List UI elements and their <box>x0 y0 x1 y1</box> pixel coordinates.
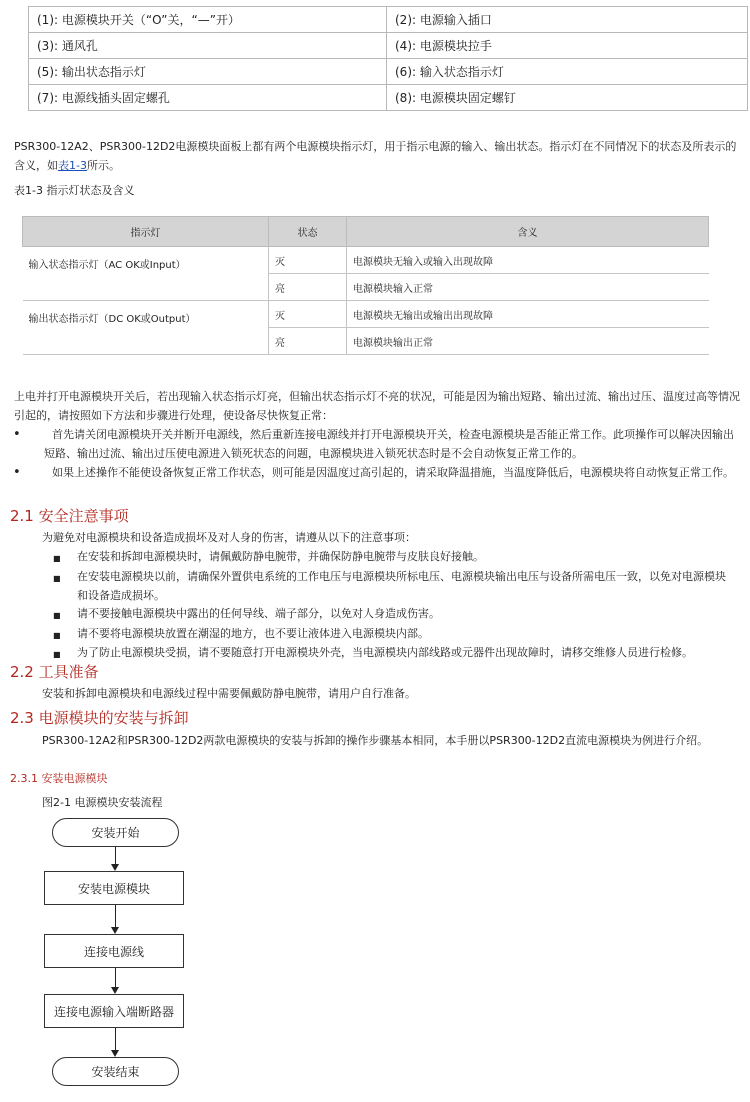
troubleshooting-paragraph: 上电并打开电源模块开关后，若出现输入状态指示灯亮，但输出状态指示灯不亮的状况，可能是因为输出短路、输出过流、输出过压、温度过高等情况引起的，请按照如下方法和步骤进行处理，使设备尽快恢复正常： <box>14 390 740 422</box>
flow-start-node <box>52 818 179 847</box>
column-header: 指示灯 <box>23 217 269 247</box>
table-header-row <box>23 217 709 247</box>
safety-item: 请不要接触电源模块中露出的任何导线、端子部分，以免对人身造成伤害。 <box>77 607 440 620</box>
flow-connector <box>115 1028 116 1051</box>
section-heading-2-3-1: 2.3.1 安装电源模块 <box>10 772 108 785</box>
meaning-cell: 电源模块输入正常 <box>347 274 709 301</box>
bullet-icon: ■ <box>53 631 61 640</box>
indicator-cell: 输出状态指示灯（DC OK或Output） <box>23 301 269 355</box>
safety-item: 在安装和拆卸电源模块时，请佩戴防静电腕带，并确保防静电腕带与皮肤良好接触。 <box>77 550 484 563</box>
state-cell: 亮 <box>269 328 347 355</box>
table-caption: 表1-3 指示灯状态及含义 <box>14 184 135 197</box>
install-paragraph: PSR300-12A2和PSR300-12D2两款电源模块的安装与拆卸的操作步骤基本相同，本手册以PSR300-12D2直流电源模块为例进行介绍。 <box>42 734 709 747</box>
bullet-icon: • <box>13 427 21 442</box>
section-heading-2-1: 2.1 安全注意事项 <box>10 507 129 525</box>
intro-text-end: 所示。 <box>86 159 120 172</box>
flow-connector <box>115 905 116 928</box>
safety-item: 为了防止电源模块受损，请不要随意打开电源模块外壳，当电源模块内部线路或元器件出现故障时，请移交维修人员进行检修。 <box>77 646 693 659</box>
component-legend-table <box>28 6 748 111</box>
section-heading-2-2: 2.2 工具准备 <box>10 663 99 681</box>
state-cell: 亮 <box>269 274 347 301</box>
table-row <box>23 301 709 328</box>
bullet-icon: ■ <box>53 574 61 583</box>
flow-step-node <box>44 994 184 1028</box>
figure-caption: 图2-1 电源模块安装流程 <box>42 796 163 809</box>
troubleshooting-step: 首先请关闭电源模块开关并断开电源线，然后重新连接电源线并打开电源模块开关，检查电源模块是否能正常工作。此项操作可以解决因输出短路、输出过流、输出过压使电源进入锁死状态的问题，电源模块进入锁死状态时是不会自动恢复正常工作的。 <box>44 428 734 460</box>
legend-cell: (3): 通风孔 <box>29 33 387 59</box>
flow-node-label: 连接电源线 <box>83 944 144 959</box>
legend-cell: (5): 输出状态指示灯 <box>29 59 387 85</box>
flow-node-label: 安装结束 <box>91 1065 140 1079</box>
indicator-cell: 输入状态指示灯（AC OK或Input） <box>23 247 269 301</box>
arrow-down-icon <box>111 927 119 934</box>
safety-item: 在安装电源模块以前，请确保外置供电系统的工作电压与电源模块所标电压、电源模块输出电压与设备所需电压一致，以免对电源模块和设备造成损坏。 <box>77 570 726 602</box>
table-row <box>23 247 709 274</box>
column-header: 含义 <box>347 217 709 247</box>
legend-cell: (4): 电源模块拉手 <box>387 33 748 59</box>
safety-item: 请不要将电源模块放置在潮湿的地方，也不要让液体进入电源模块内部。 <box>77 627 429 640</box>
bullet-icon: ■ <box>53 650 61 659</box>
bullet-icon: ■ <box>53 554 61 563</box>
arrow-down-icon <box>111 1050 119 1057</box>
flow-connector <box>115 847 116 865</box>
legend-cell: (7): 电源线插头固定螺孔 <box>29 85 387 111</box>
flow-node-label: 连接电源输入端断路器 <box>53 1004 174 1019</box>
legend-cell: (1): 电源模块开关（“O”关，“—”开） <box>29 7 387 33</box>
flow-connector <box>115 968 116 988</box>
legend-row <box>29 85 748 111</box>
state-cell: 灭 <box>269 247 347 274</box>
flow-node-label: 安装开始 <box>91 826 140 840</box>
meaning-cell: 电源模块输出正常 <box>347 328 709 355</box>
table-reference-link[interactable]: 表1-3 <box>58 159 87 172</box>
tools-paragraph: 安装和拆卸电源模块和电源线过程中需要佩戴防静电腕带，请用户自行准备。 <box>42 687 416 700</box>
state-cell: 灭 <box>269 301 347 328</box>
legend-cell: (8): 电源模块固定螺钉 <box>387 85 748 111</box>
legend-cell: (6): 输入状态指示灯 <box>387 59 748 85</box>
indicator-status-table <box>22 216 709 355</box>
flow-end-node <box>52 1057 179 1086</box>
legend-row <box>29 33 748 59</box>
column-header: 状态 <box>269 217 347 247</box>
legend-row <box>29 7 748 33</box>
flow-node-label: 安装电源模块 <box>77 881 150 896</box>
legend-row <box>29 59 748 85</box>
flow-step-node <box>44 934 184 968</box>
intro-text: PSR300-12A2、PSR300-12D2电源模块面板上都有两个电源模块指示灯，用于指示电源的输入、输出状态。指示灯在不同情况下的状态及所表示的含义，如 <box>14 140 737 172</box>
troubleshooting-step: 如果上述操作不能使设备恢复正常工作状态，则可能是因温度过高引起的，请采取降温措施，当温度降低后，电源模块将自动恢复正常工作。 <box>52 466 734 479</box>
bullet-icon: • <box>13 465 21 480</box>
arrow-down-icon <box>111 987 119 994</box>
meaning-cell: 电源模块无输入或输入出现故障 <box>347 247 709 274</box>
arrow-down-icon <box>111 864 119 871</box>
intro-paragraph <box>14 137 742 175</box>
legend-cell: (2): 电源输入插口 <box>387 7 748 33</box>
meaning-cell: 电源模块无输出或输出出现故障 <box>347 301 709 328</box>
section-heading-2-3: 2.3 电源模块的安装与拆卸 <box>10 709 189 727</box>
safety-intro: 为避免对电源模块和设备造成损坏及对人身的伤害，请遵从以下的注意事项： <box>42 531 416 544</box>
bullet-icon: ■ <box>53 611 61 620</box>
flow-step-node <box>44 871 184 905</box>
